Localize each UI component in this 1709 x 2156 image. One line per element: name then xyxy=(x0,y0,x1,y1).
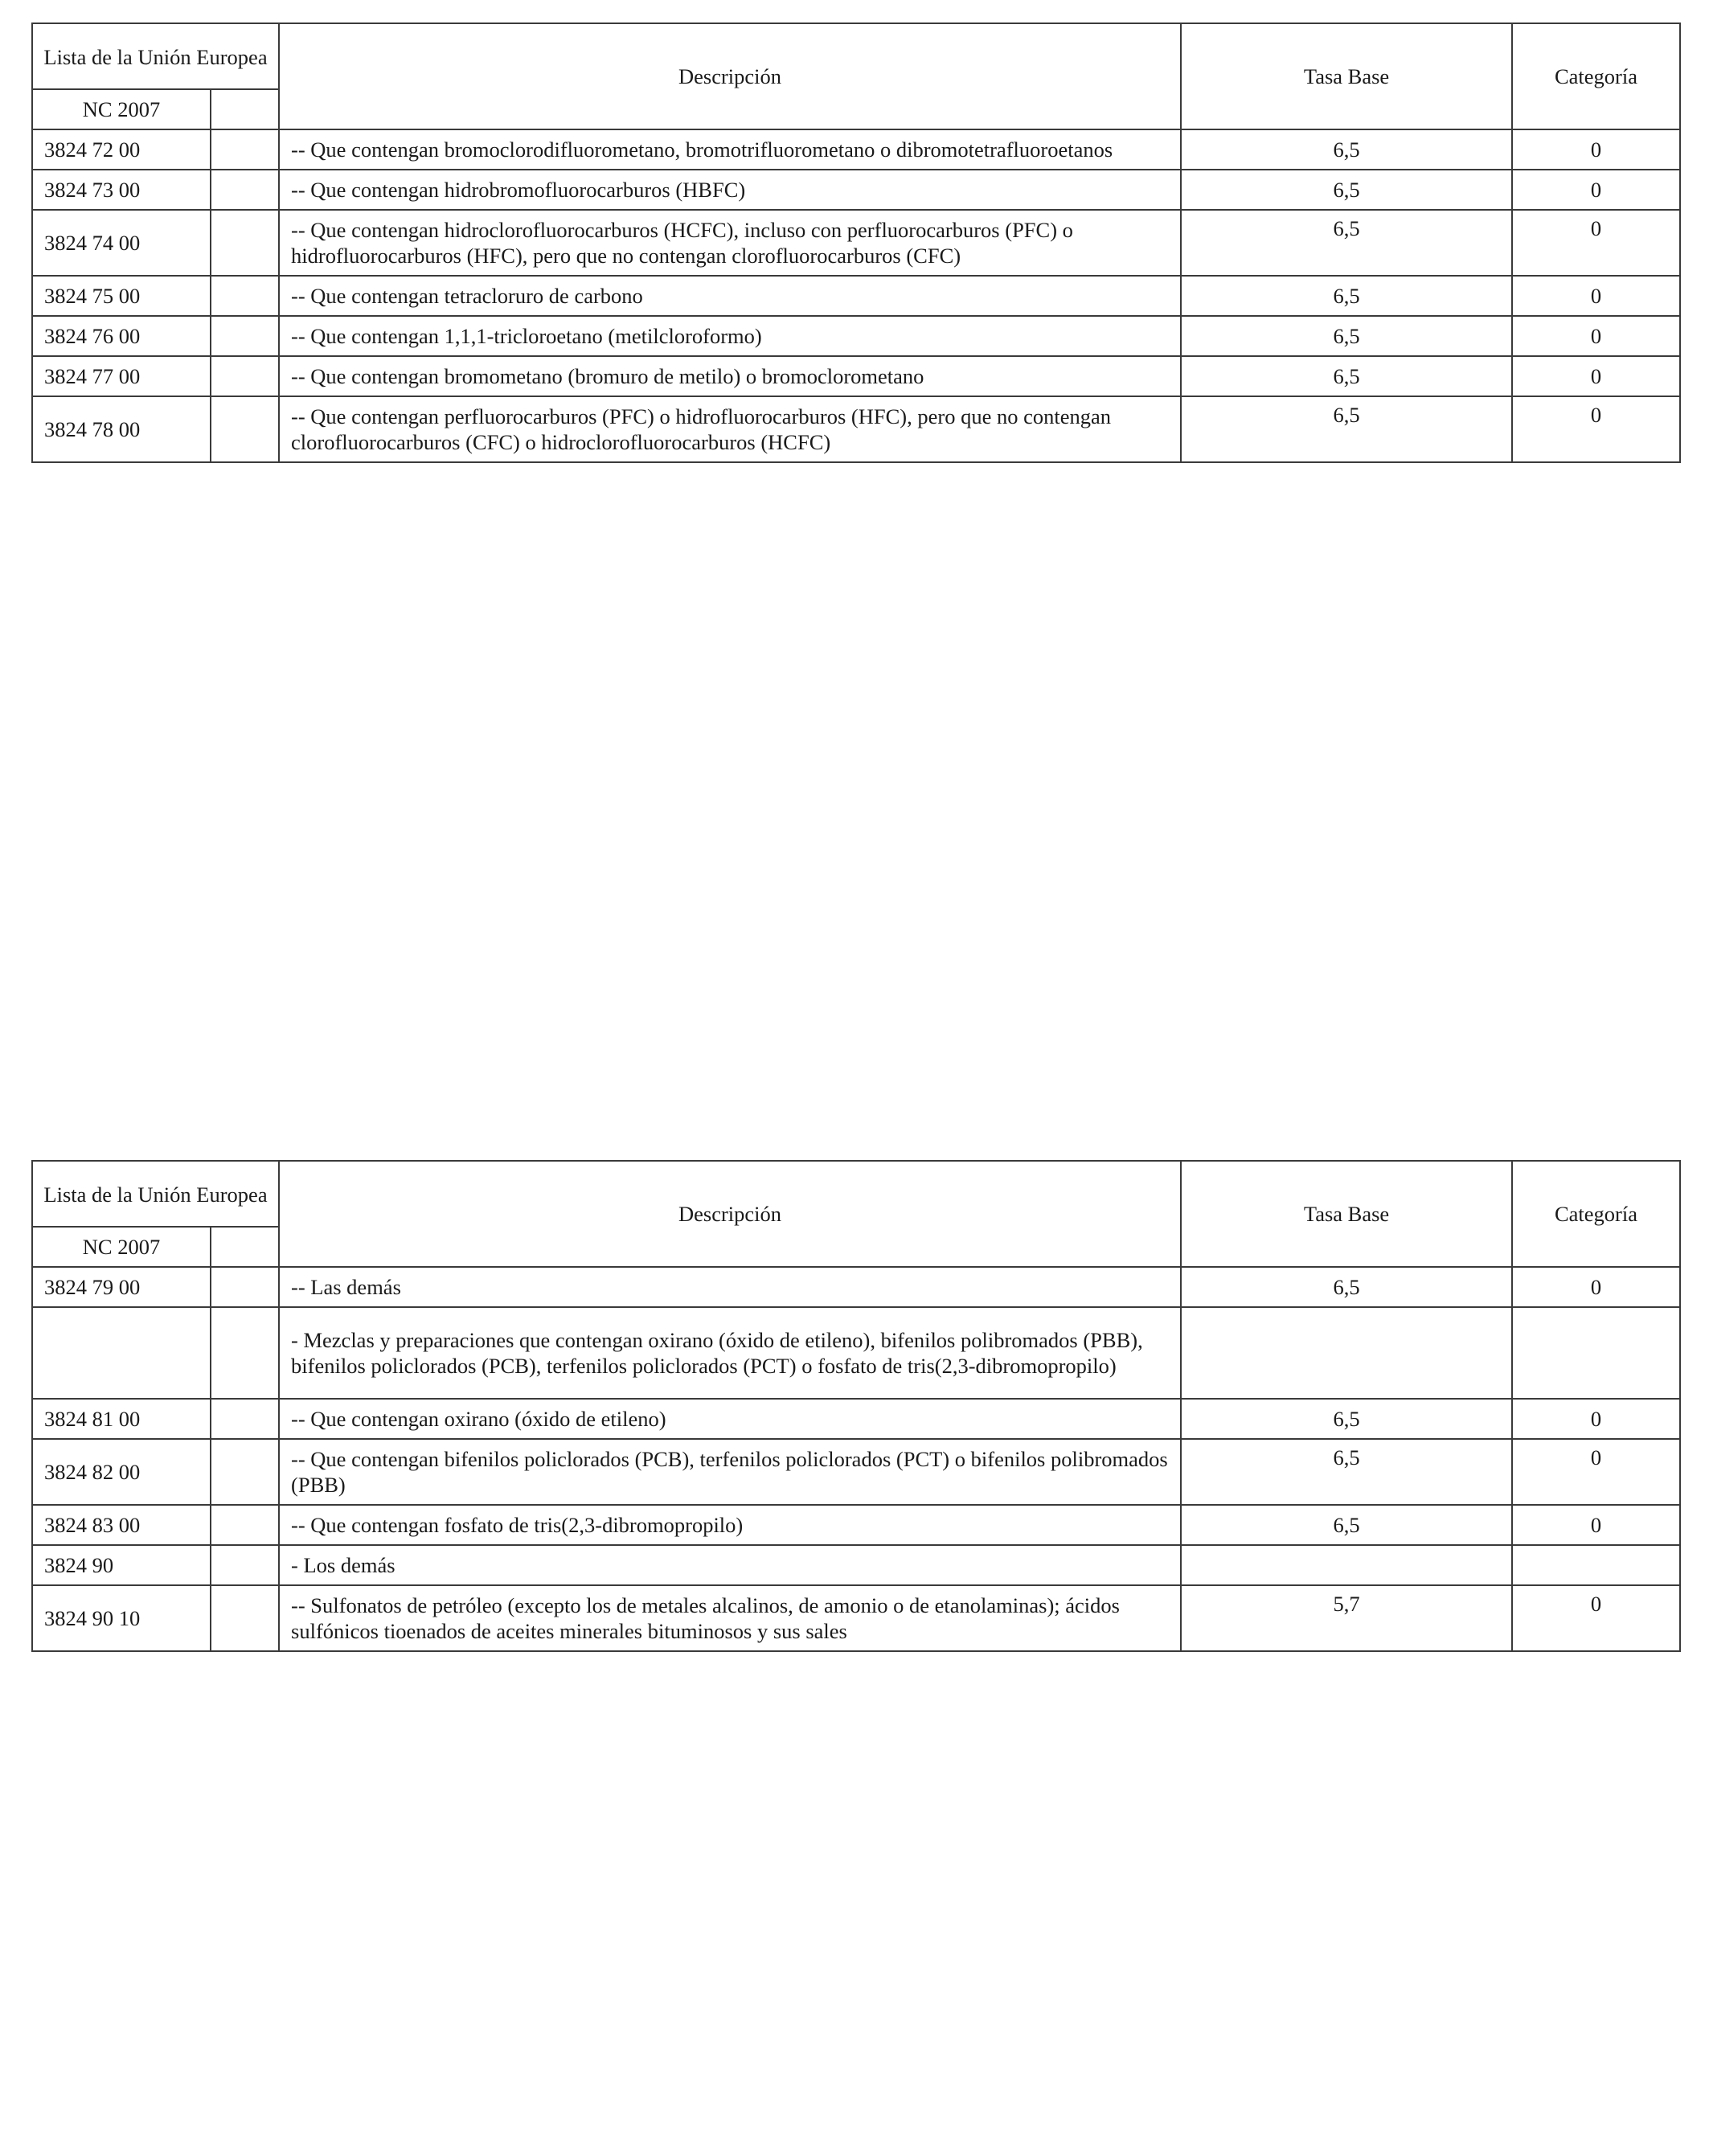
tariff-table-2 xyxy=(31,1160,1681,1652)
header-row xyxy=(32,23,1680,89)
eu-list-header: Lista de la Unión Europea xyxy=(32,23,279,89)
base-rate: 6,5 xyxy=(1181,1267,1512,1307)
nc-code xyxy=(32,1307,211,1399)
category: 0 xyxy=(1512,316,1680,356)
nc-sub-header xyxy=(211,1227,279,1267)
nc-sub-header xyxy=(211,89,279,129)
category: 0 xyxy=(1512,210,1680,276)
table-row xyxy=(32,316,1680,356)
nc-sub xyxy=(211,1545,279,1585)
base-rate-header: Tasa Base xyxy=(1181,1161,1512,1267)
category: 0 xyxy=(1512,396,1680,462)
table-row xyxy=(32,1505,1680,1545)
description: -- Las demás xyxy=(279,1267,1181,1307)
category: 0 xyxy=(1512,1505,1680,1545)
base-rate: 6,5 xyxy=(1181,1439,1512,1505)
category xyxy=(1512,1545,1680,1585)
category: 0 xyxy=(1512,1267,1680,1307)
base-rate: 6,5 xyxy=(1181,356,1512,396)
table-row xyxy=(32,1399,1680,1439)
header-row xyxy=(32,1161,1680,1227)
nc-sub xyxy=(211,1585,279,1651)
table-row xyxy=(32,129,1680,170)
table-row xyxy=(32,356,1680,396)
table-row xyxy=(32,210,1680,276)
nc-code: 3824 73 00 xyxy=(32,170,211,210)
base-rate: 6,5 xyxy=(1181,210,1512,276)
nc-code: 3824 90 10 xyxy=(32,1585,211,1651)
base-rate: 6,5 xyxy=(1181,276,1512,316)
base-rate: 6,5 xyxy=(1181,396,1512,462)
description: - Los demás xyxy=(279,1545,1181,1585)
nc-code: 3824 90 xyxy=(32,1545,211,1585)
description: -- Sulfonatos de petróleo (excepto los de metales alcalinos, de amonio o de etanolaminas); ácidos sulfónicos tioenados de aceites minerales bituminosos y sus sales xyxy=(279,1585,1181,1651)
nc-code: 3824 76 00 xyxy=(32,316,211,356)
table-row xyxy=(32,396,1680,462)
nc-sub xyxy=(211,356,279,396)
nc-sub xyxy=(211,396,279,462)
description: -- Que contengan bifenilos policlorados (PCB), terfenilos policlorados (PCT) o bifenilos polibromados (PBB) xyxy=(279,1439,1181,1505)
description: -- Que contengan oxirano (óxido de etileno) xyxy=(279,1399,1181,1439)
category-header: Categoría xyxy=(1512,23,1680,129)
nc-code: 3824 74 00 xyxy=(32,210,211,276)
nc-sub xyxy=(211,1505,279,1545)
description: -- Que contengan 1,1,1-tricloroetano (metilcloroformo) xyxy=(279,316,1181,356)
category: 0 xyxy=(1512,1399,1680,1439)
base-rate: 6,5 xyxy=(1181,129,1512,170)
nc-code: 3824 82 00 xyxy=(32,1439,211,1505)
description: -- Que contengan fosfato de tris(2,3-dibromopropilo) xyxy=(279,1505,1181,1545)
nc-sub xyxy=(211,210,279,276)
category-header: Categoría xyxy=(1512,1161,1680,1267)
base-rate: 6,5 xyxy=(1181,170,1512,210)
description: -- Que contengan hidroclorofluorocarburos (HCFC), incluso con perfluorocarburos (PFC) o hidrofluorocarburos (HFC), pero que no contengan clorofluorocarburos (CFC) xyxy=(279,210,1181,276)
nc-code: 3824 81 00 xyxy=(32,1399,211,1439)
description: - Mezclas y preparaciones que contengan oxirano (óxido de etileno), bifenilos polibromados (PBB), bifenilos policlorados (PCB), terfenilos policlorados (PCT) o fosfato de tris(2,3-dibromopropilo) xyxy=(279,1307,1181,1399)
eu-list-header: Lista de la Unión Europea xyxy=(32,1161,279,1227)
nc-code: 3824 75 00 xyxy=(32,276,211,316)
description: -- Que contengan perfluorocarburos (PFC) o hidrofluorocarburos (HFC), pero que no contengan clorofluorocarburos (CFC) o hidroclorofluorocarburos (HCFC) xyxy=(279,396,1181,462)
base-rate-header: Tasa Base xyxy=(1181,23,1512,129)
nc-code: 3824 72 00 xyxy=(32,129,211,170)
category: 0 xyxy=(1512,276,1680,316)
category xyxy=(1512,1307,1680,1399)
description: -- Que contengan bromoclorodifluorometano, bromotrifluorometano o dibromotetrafluoroetanos xyxy=(279,129,1181,170)
category: 0 xyxy=(1512,170,1680,210)
table-row xyxy=(32,1267,1680,1307)
description: -- Que contengan hidrobromofluorocarburos (HBFC) xyxy=(279,170,1181,210)
table-row xyxy=(32,170,1680,210)
nc-code: 3824 78 00 xyxy=(32,396,211,462)
table-row xyxy=(32,1545,1680,1585)
nc-sub xyxy=(211,129,279,170)
base-rate: 6,5 xyxy=(1181,1399,1512,1439)
nc-code: 3824 83 00 xyxy=(32,1505,211,1545)
base-rate xyxy=(1181,1307,1512,1399)
table-row xyxy=(32,276,1680,316)
table-row xyxy=(32,1439,1680,1505)
nc-sub xyxy=(211,276,279,316)
description-header: Descripción xyxy=(279,23,1181,129)
category: 0 xyxy=(1512,356,1680,396)
nc-sub xyxy=(211,170,279,210)
nc-code: 3824 77 00 xyxy=(32,356,211,396)
nc-code: 3824 79 00 xyxy=(32,1267,211,1307)
table-row xyxy=(32,1585,1680,1651)
base-rate: 6,5 xyxy=(1181,1505,1512,1545)
base-rate: 5,7 xyxy=(1181,1585,1512,1651)
base-rate: 6,5 xyxy=(1181,316,1512,356)
table-row xyxy=(32,1307,1680,1399)
description: -- Que contengan tetracloruro de carbono xyxy=(279,276,1181,316)
category: 0 xyxy=(1512,1439,1680,1505)
description-header: Descripción xyxy=(279,1161,1181,1267)
description: -- Que contengan bromometano (bromuro de metilo) o bromoclorometano xyxy=(279,356,1181,396)
nc-sub xyxy=(211,1439,279,1505)
tariff-table-1 xyxy=(31,23,1681,463)
nc-sub xyxy=(211,1307,279,1399)
category: 0 xyxy=(1512,1585,1680,1651)
nc-sub xyxy=(211,1267,279,1307)
nc-sub xyxy=(211,316,279,356)
nc-sub xyxy=(211,1399,279,1439)
nc-header: NC 2007 xyxy=(32,89,211,129)
nc-header: NC 2007 xyxy=(32,1227,211,1267)
base-rate xyxy=(1181,1545,1512,1585)
category: 0 xyxy=(1512,129,1680,170)
